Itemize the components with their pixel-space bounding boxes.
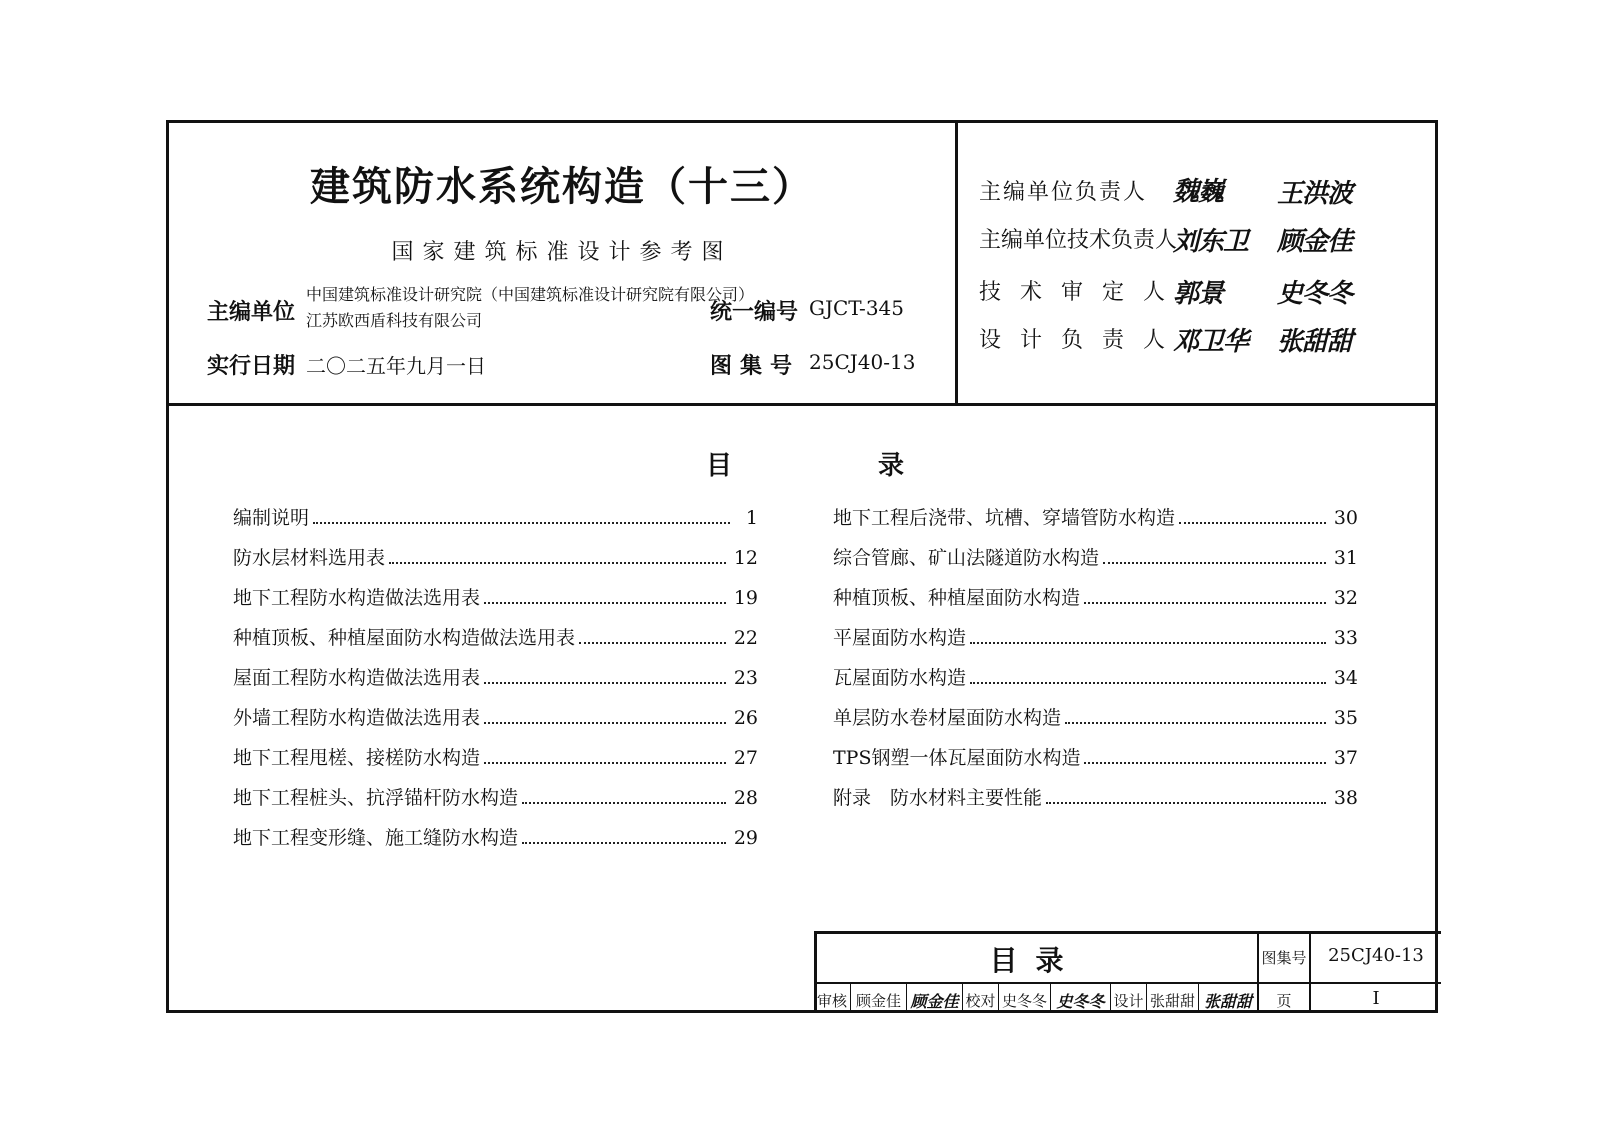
chief-unit-1: 中国建筑标准设计研究院（中国建筑标准设计研究院有限公司）	[306, 285, 755, 304]
drawing-frame	[166, 120, 1438, 1013]
toc-item[interactable]	[233, 623, 758, 663]
chief-unit-2: 江苏欧西盾科技有限公司	[306, 311, 483, 330]
header-divider	[169, 403, 1435, 406]
toc-item-page: 26	[733, 707, 758, 729]
signature-image: 刘东卫	[1173, 227, 1249, 257]
review-label: 审核	[816, 992, 847, 1010]
leader-dots	[484, 722, 726, 724]
header-column-divider	[955, 123, 958, 403]
toc-item[interactable]	[233, 663, 758, 703]
toc-item-page: 1	[745, 507, 758, 529]
leader-dots	[1065, 722, 1326, 724]
toc-item[interactable]	[233, 783, 758, 823]
toc-item[interactable]	[833, 583, 1358, 623]
leader-dots	[970, 642, 1326, 644]
toc-item-page: 28	[733, 787, 758, 809]
toc-item[interactable]	[833, 783, 1358, 823]
leader-dots	[484, 682, 726, 684]
check-name: 史冬冬	[1001, 992, 1047, 1010]
toc-item[interactable]	[833, 623, 1358, 663]
toc-item-title: 种植顶板、种植屋面防水构造做法选用表	[233, 627, 576, 649]
toc-item[interactable]	[233, 583, 758, 623]
toc-item-page: 31	[1333, 547, 1358, 569]
toc-item-page: 37	[1333, 747, 1358, 769]
atlas-subtitle: 国家建筑标准设计参考图	[391, 240, 733, 265]
toc-heading: 目 录	[705, 451, 964, 481]
signature-image: 张甜甜	[1203, 992, 1252, 1011]
chief-unit-label: 主编单位	[207, 300, 296, 325]
toc-item[interactable]	[833, 543, 1358, 583]
title-block-atlas-label: 图集号	[1261, 949, 1307, 967]
toc-item-title: 种植顶板、种植屋面防水构造	[833, 587, 1081, 609]
toc-item-title: 地下工程桩头、抗浮锚杆防水构造	[233, 787, 519, 809]
toc-item-title: 瓦屋面防水构造	[833, 667, 967, 689]
design-name: 张甜甜	[1149, 992, 1195, 1010]
toc-item[interactable]	[833, 503, 1358, 543]
leader-dots	[522, 842, 726, 844]
effective-date-label: 实行日期	[207, 354, 296, 379]
toc-left-column	[233, 503, 758, 863]
effective-date-value: 二〇二五年九月一日	[306, 354, 486, 378]
toc-item-page: 30	[1333, 507, 1358, 529]
leader-dots	[1103, 562, 1326, 564]
signature-image: 顾金佳	[1277, 227, 1353, 257]
signature-image: 张甜甜	[1277, 327, 1353, 357]
toc-item-page: 29	[733, 827, 758, 849]
title-block-atlas-value: 25CJ40-13	[1328, 945, 1424, 966]
toc-item-page: 32	[1333, 587, 1358, 609]
leader-dots	[389, 562, 726, 564]
toc-item-title: 地下工程甩槎、接槎防水构造	[233, 747, 481, 769]
toc-item[interactable]	[233, 703, 758, 743]
toc-item-title: 综合管廊、矿山法隧道防水构造	[833, 547, 1100, 569]
leader-dots	[484, 602, 726, 604]
toc-item[interactable]	[833, 663, 1358, 703]
toc-item-title: 地下工程后浇带、坑槽、穿墙管防水构造	[833, 507, 1176, 529]
atlas-title: 建筑防水系统构造（十三）	[310, 164, 814, 210]
unified-no-label: 统一编号	[710, 300, 799, 325]
toc-item[interactable]	[233, 823, 758, 863]
toc-item[interactable]	[233, 743, 758, 783]
toc-item-page: 23	[733, 667, 758, 689]
signature-image: 郭景	[1173, 279, 1224, 309]
toc-item-title: 附录 防水材料主要性能	[833, 787, 1043, 809]
signature-image: 魏巍	[1173, 177, 1224, 207]
atlas-no-value: 25CJ40-13	[809, 350, 916, 374]
design-label: 设计	[1113, 992, 1144, 1010]
leader-dots	[522, 802, 726, 804]
page-label: 页	[1276, 992, 1292, 1010]
toc-item-page: 27	[733, 747, 758, 769]
review-name: 顾金佳	[855, 992, 901, 1010]
signature-image: 邓卫华	[1173, 327, 1249, 357]
leader-dots	[1084, 762, 1325, 764]
resp-role-chief-tech-head: 主编单位技术负责人	[979, 228, 1178, 253]
title-block-row-line	[814, 982, 1441, 984]
title-block	[814, 931, 1441, 1013]
resp-role-tech-approver: 技术审定人	[979, 280, 1185, 305]
signature-image: 史冬冬	[1056, 992, 1105, 1011]
leader-dots	[970, 682, 1326, 684]
resp-role-chief-unit-head: 主编单位负责人	[979, 180, 1148, 205]
toc-item-title: 屋面工程防水构造做法选用表	[233, 667, 481, 689]
toc-item-page: 35	[1333, 707, 1358, 729]
toc-item-page: 38	[1333, 787, 1358, 809]
toc-item-page: 33	[1333, 627, 1358, 649]
leader-dots	[1179, 522, 1326, 524]
title-block-title: 目录	[989, 944, 1082, 977]
leader-dots	[484, 762, 726, 764]
toc-item-title: 单层防水卷材屋面防水构造	[833, 707, 1062, 729]
toc-item[interactable]	[833, 743, 1358, 783]
signature-image: 王洪波	[1277, 179, 1353, 209]
toc-item[interactable]	[833, 703, 1358, 743]
toc-item-page: 19	[733, 587, 758, 609]
resp-role-design-head: 设计负责人	[979, 328, 1185, 353]
toc-right-column	[833, 503, 1358, 823]
leader-dots	[1046, 802, 1326, 804]
toc-item-page: 22	[733, 627, 758, 649]
toc-item-title: TPS钢塑一体瓦屋面防水构造	[833, 747, 1081, 769]
toc-item-title: 地下工程变形缝、施工缝防水构造	[233, 827, 519, 849]
leader-dots	[579, 642, 726, 644]
toc-item-title: 防水层材料选用表	[233, 547, 386, 569]
signature-image: 顾金佳	[910, 992, 959, 1011]
toc-item-title: 平屋面防水构造	[833, 627, 967, 649]
toc-item-title: 外墙工程防水构造做法选用表	[233, 707, 481, 729]
signature-image: 史冬冬	[1277, 279, 1353, 309]
toc-item[interactable]	[233, 503, 758, 543]
toc-item[interactable]	[233, 543, 758, 583]
toc-item-title: 编制说明	[233, 507, 310, 529]
leader-dots	[313, 522, 730, 524]
toc-item-title: 地下工程防水构造做法选用表	[233, 587, 481, 609]
page-value: I	[1372, 988, 1380, 1009]
check-label: 校对	[965, 992, 996, 1010]
toc-item-page: 34	[1333, 667, 1358, 689]
leader-dots	[1084, 602, 1326, 604]
atlas-no-label: 图集号	[710, 354, 801, 379]
unified-no-value: GJCT-345	[809, 296, 904, 320]
toc-item-page: 12	[733, 547, 758, 569]
